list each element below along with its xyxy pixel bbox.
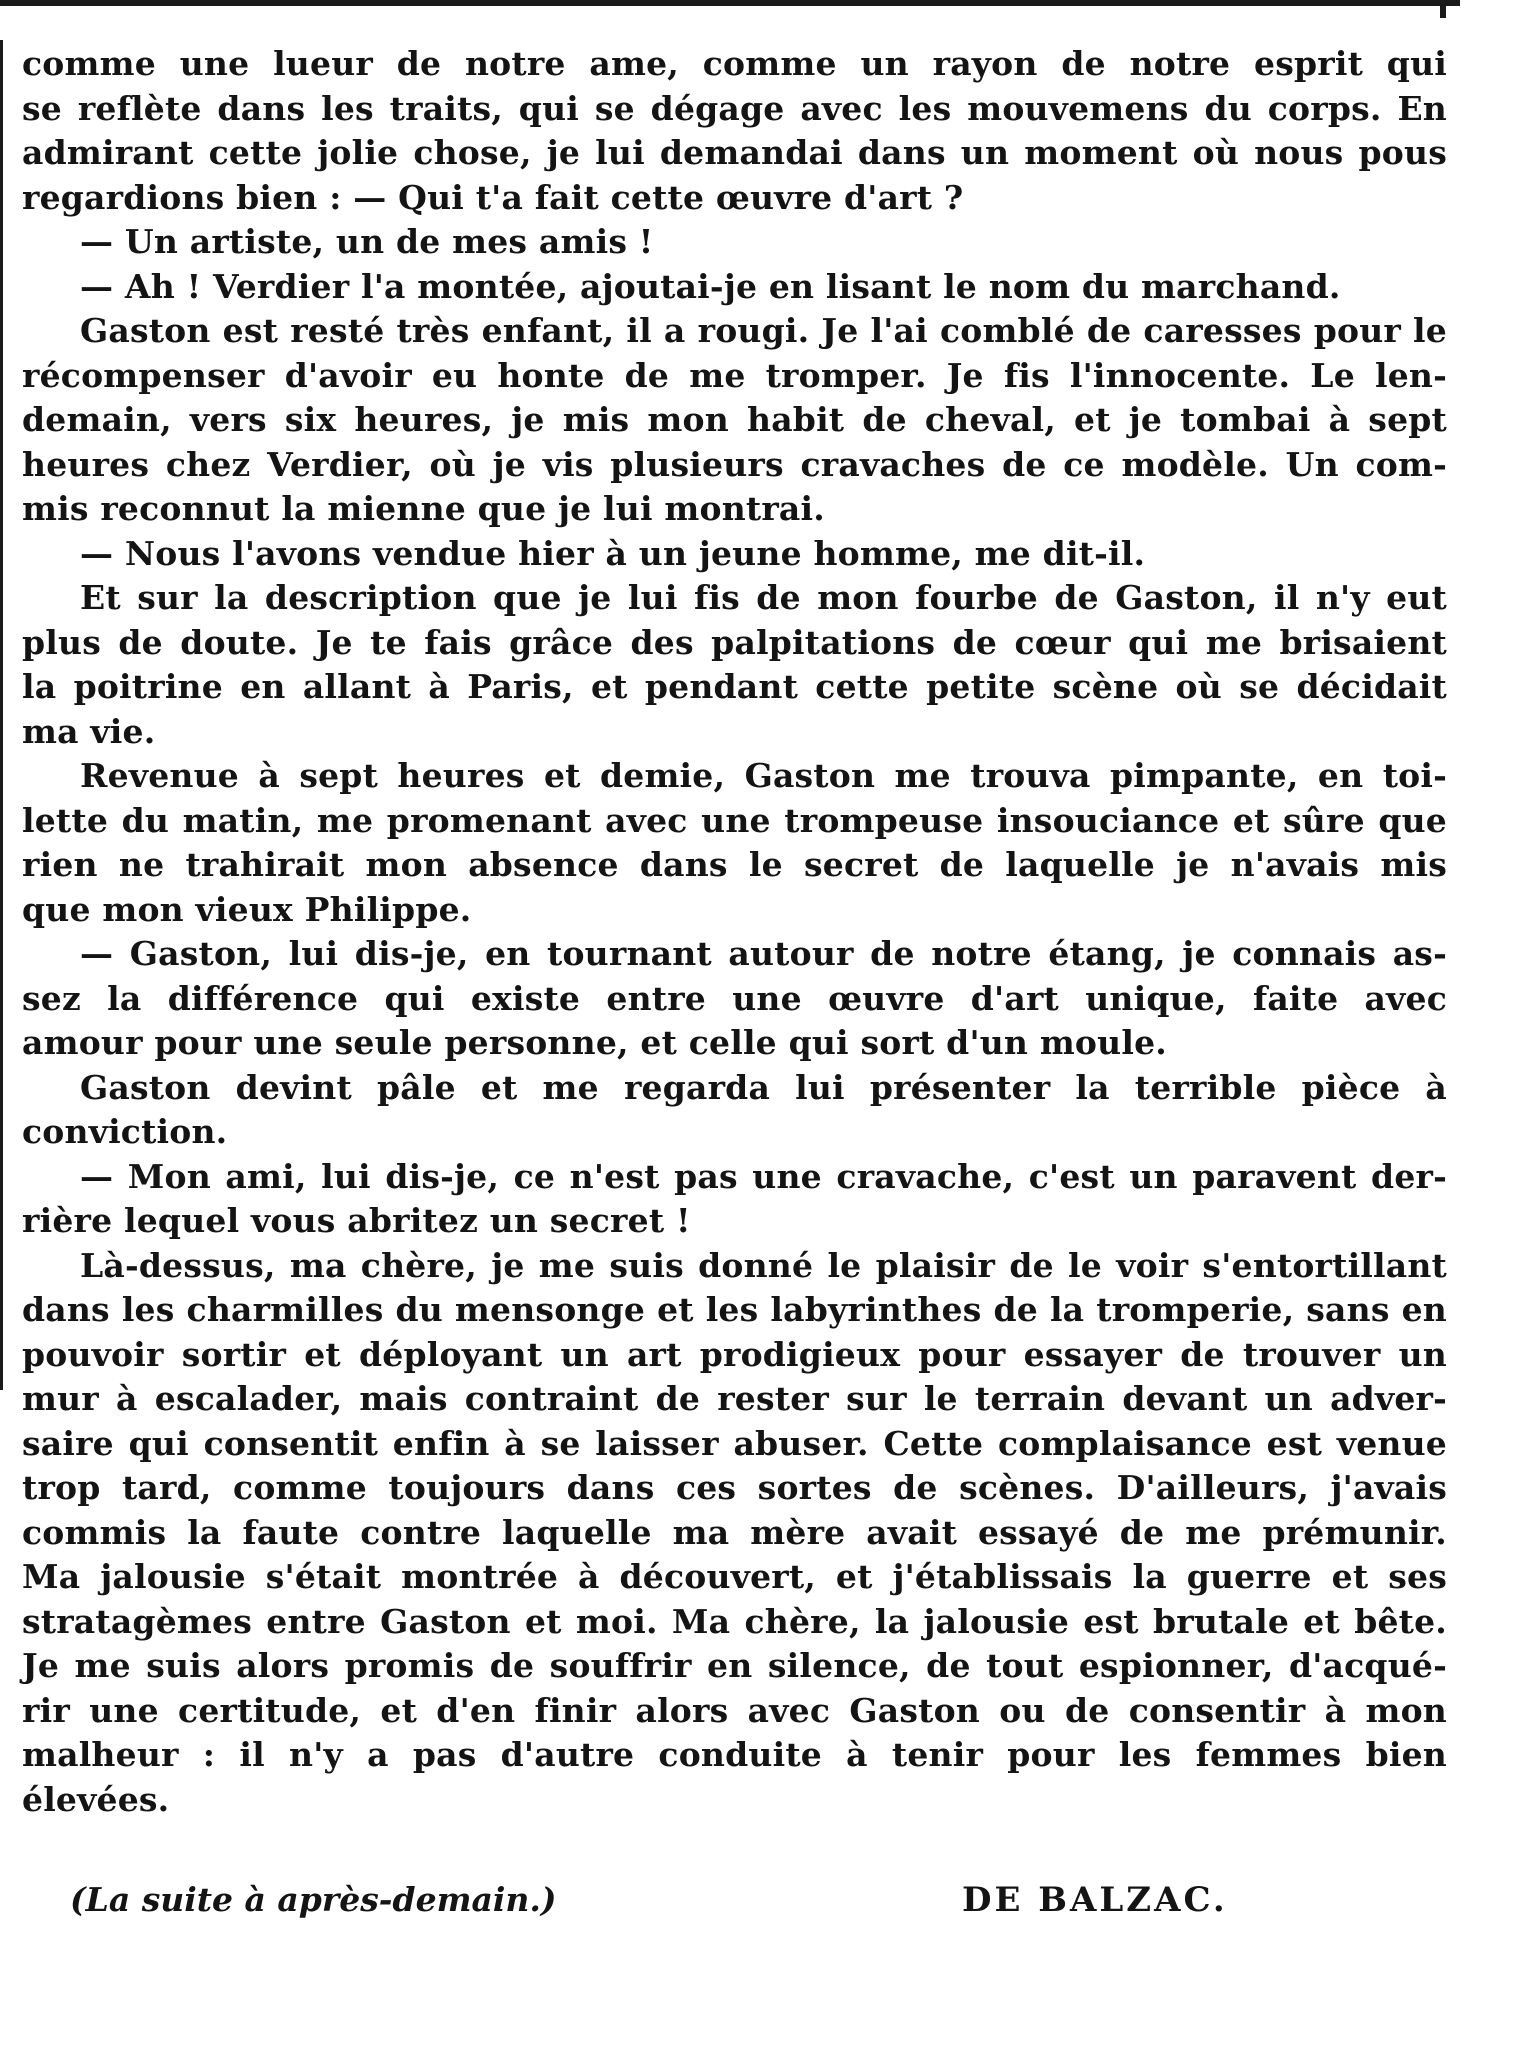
text-line: rien ne trahirait mon absence dans le secret de laquelle je n'avais mis xyxy=(22,845,1447,884)
article-footer xyxy=(22,1878,1447,1928)
text-line: demain, vers six heures, je mis mon habit de cheval, et je tombai à sept xyxy=(22,400,1447,439)
text-line: mis reconnut la mienne que je lui montrai. xyxy=(22,489,825,528)
text-line: — Ah ! Verdier l'a montée, ajoutai-je en lisant le nom du marchand. xyxy=(80,266,1341,306)
text-line: Je me suis alors promis de souffrir en silence, de tout espionner, d'acqué- xyxy=(22,1646,1447,1685)
text-line: — Nous l'avons vendue hier à un jeune homme, me dit-il. xyxy=(80,533,1146,573)
top-rule xyxy=(0,0,1460,6)
text-line: amour pour une seule personne, et celle qui sort d'un moule. xyxy=(22,1023,1167,1062)
text-line: malheur : il n'y a pas d'autre conduite à tenir pour les femmes bien xyxy=(22,1735,1447,1774)
text-line: Ma jalousie s'était montrée à découvert, et j'établissais la guerre et ses xyxy=(22,1557,1447,1596)
text-line: sez la différence qui existe entre une œuvre d'art unique, faite avec xyxy=(22,978,1447,1018)
text-line: Revenue à sept heures et demie, Gaston me trouva pimpante, en toi- xyxy=(80,756,1447,795)
top-rule-tick xyxy=(1440,0,1446,18)
text-line: Gaston est resté très enfant, il a rougi. Je l'ai comblé de caresses pour le xyxy=(80,311,1447,350)
author-signature: DE BALZAC. xyxy=(962,1880,1228,1920)
text-line: récompenser d'avoir eu honte de me tromper. Je fis l'innocente. Le len- xyxy=(22,355,1447,395)
text-line: — Un artiste, un de mes amis ! xyxy=(80,222,654,261)
column-rule xyxy=(0,40,3,1390)
text-line: que mon vieux Philippe. xyxy=(22,889,472,929)
text-line: la poitrine en allant à Paris, et pendant cette petite scène où se décidait xyxy=(22,667,1447,706)
text-line: plus de doute. Je te fais grâce des palpitations de cœur qui me brisaient xyxy=(22,622,1447,662)
text-line: dans les charmilles du mensonge et les labyrinthes de la tromperie, sans en xyxy=(22,1290,1447,1329)
text-line: commis la faute contre laquelle ma mère avait essayé de me prémunir. xyxy=(22,1512,1447,1552)
text-line: admirant cette jolie chose, je lui demandai dans un moment où nous pous xyxy=(22,133,1447,172)
text-line: regardions bien : — Qui t'a fait cette œuvre d'art ? xyxy=(22,177,964,217)
text-line: — Gaston, lui dis-je, en tournant autour de notre étang, je connais as- xyxy=(80,934,1447,973)
text-line: heures chez Verdier, où je vis plusieurs cravaches de ce modèle. Un com- xyxy=(22,444,1447,484)
text-line: lette du matin, me promenant avec une trompeuse insouciance et sûre que xyxy=(22,800,1447,840)
continuation-note: (La suite à après-demain.) xyxy=(70,1880,557,1919)
text-line: rière lequel vous abritez un secret ! xyxy=(22,1201,691,1240)
text-line: pouvoir sortir et déployant un art prodigieux pour essayer de trouver un xyxy=(22,1334,1447,1374)
text-line: ma vie. xyxy=(22,711,156,751)
text-line: — Mon ami, lui dis-je, ce n'est pas une cravache, c'est un paravent der- xyxy=(80,1156,1447,1196)
text-line: stratagèmes entre Gaston et moi. Ma chère, la jalousie est brutale et bête. xyxy=(22,1601,1447,1641)
text-line: saire qui consentit enfin à se laisser abuser. Cette complaisance est venue xyxy=(22,1423,1447,1463)
text-line: comme une lueur de notre ame, comme un rayon de notre esprit qui xyxy=(22,44,1447,83)
article-column xyxy=(22,42,1447,1822)
text-line: conviction. xyxy=(22,1112,228,1151)
text-line: se reflète dans les traits, qui se dégage avec les mouvemens du corps. En xyxy=(22,88,1447,128)
text-line: Gaston devint pâle et me regarda lui présenter la terrible pièce à xyxy=(80,1067,1447,1107)
text-line: mur à escalader, mais contraint de rester sur le terrain devant un adver- xyxy=(22,1379,1447,1418)
text-line: trop tard, comme toujours dans ces sortes de scènes. D'ailleurs, j'avais xyxy=(22,1468,1447,1507)
text-line: rir une certitude, et d'en finir alors avec Gaston ou de consentir à mon xyxy=(22,1690,1447,1730)
text-line: Là-dessus, ma chère, je me suis donné le plaisir de le voir s'entortillant xyxy=(80,1245,1447,1285)
text-line: élevées. xyxy=(22,1779,170,1819)
text-line: Et sur la description que je lui fis de mon fourbe de Gaston, il n'y eut xyxy=(80,578,1447,617)
